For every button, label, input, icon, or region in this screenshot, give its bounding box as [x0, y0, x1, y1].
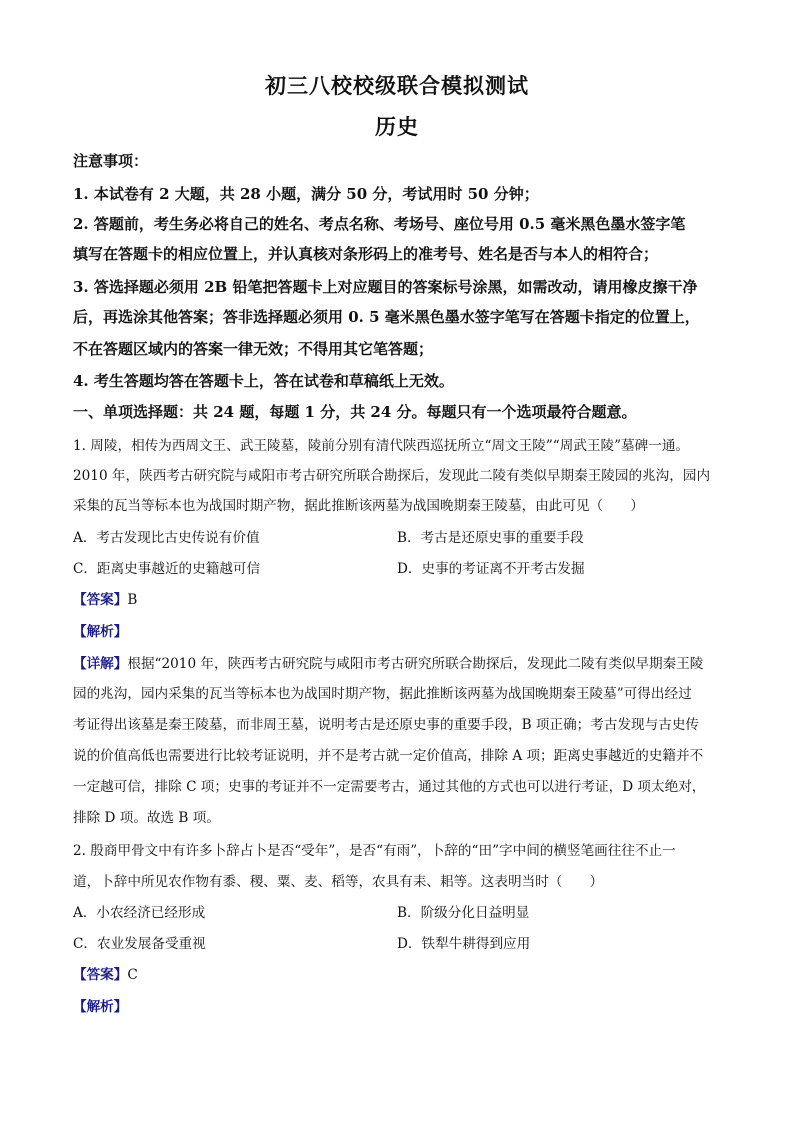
analysis-tag	[73, 620, 127, 640]
analysis-label: 【解析】	[73, 624, 128, 640]
notice-item: 4. 考生答题均答在答题卡上，答在试卷和草稿纸上无效。	[73, 372, 454, 390]
question-text: 道，卜辞中所见农作物有黍、稷、粟、麦、稻等，农具有耒、耜等。这表明当时（ ）	[73, 874, 604, 890]
section-title: 一、单项选择题：共 24 题，每题 1 分，共 24 分。每题只有一个选项最符合题意。	[73, 403, 637, 421]
option-a: A．考古发现比古史传说有价值	[73, 530, 260, 546]
notice-title: 注意事项：	[73, 152, 149, 170]
detail-line	[73, 652, 703, 672]
answer-tag: 【答案】	[73, 967, 128, 983]
notice-item: 后，再选涂其他答案；答非选择题必须用 0. 5 毫米黑色墨水签字笔写在答题卡指定的位置上，	[73, 308, 700, 326]
option-c: C．农业发展备受重视	[73, 936, 206, 952]
exam-title: 初三八校校级联合模拟测试	[265, 73, 529, 98]
detail-text: 园的兆沟，园内采集的瓦当等标本也为战国时期产物，据此推断该两墓为战国晚期秦王陵墓”可得出经过	[73, 686, 692, 702]
option-b: B．考古是还原史事的重要手段	[397, 530, 584, 546]
detail-tag: 【详解】	[73, 656, 128, 672]
detail-text: 考证得出该墓是秦王陵墓，而非周王墓，说明考古是还原史事的重要手段，B 项正确；考古发现与古史传	[73, 717, 700, 733]
answer-line	[73, 963, 138, 983]
notice-item: 1. 本试卷有 2 大题，共 28 小题，满分 50 分，考试用时 50 分钟；	[73, 185, 539, 203]
notice-item: 3. 答选择题必须用 2B 铅笔把答题卡上对应题目的答案标号涂黑，如需改动，请用橡皮擦干净	[73, 278, 698, 296]
answer-tag: 【答案】	[73, 592, 128, 608]
option-a: A．小农经济已经形成	[73, 905, 206, 921]
option-d: D．铁犁牛耕得到应用	[397, 936, 531, 952]
option-c: C．距离史事越近的史籍越可信	[73, 561, 261, 577]
detail-text: 排除 D 项。故选 B 项。	[73, 810, 220, 826]
detail-text: 说的价值高低也需要进行比较考证说明，并不是考古就一定价值高，排除 A 项；距离史事越近的史籍并不	[73, 748, 704, 764]
detail-text: 一定越可信，排除 C 项；史事的考证并不一定需要考古，通过其他的方式也可以进行考证，D 项太绝对，	[73, 779, 706, 795]
notice-item: 2. 答题前，考生务必将自己的姓名、考点名称、考场号、座位号用 0.5 毫米黑色墨水签字笔	[73, 215, 686, 233]
notice-item: 不在答题区域内的答案一律无效；不得用其它笔答题；	[73, 340, 434, 358]
answer-value: C	[127, 967, 138, 983]
notice-item: 填写在答题卡的相应位置上，并认真核对条形码上的准考号、姓名是否与本人的相符合；	[73, 245, 659, 263]
analysis-tag	[73, 995, 127, 1015]
analysis-label: 【解析】	[73, 999, 128, 1015]
detail-text: 根据“2010 年，陕西考古研究院与咸阳市考古研究所联合勘探后，发现此二陵有类似早期秦王陵	[127, 656, 704, 672]
option-b: B．阶级分化日益明显	[397, 905, 530, 921]
answer-value: B	[127, 592, 138, 608]
option-d: D．史事的考证离不开考古发掘	[397, 561, 585, 577]
exam-subject: 历史	[375, 114, 419, 139]
answer-line	[73, 588, 137, 608]
question-text: 1. 周陵，相传为西周文王、武王陵墓，陵前分别有清代陕西巡抚所立“周文王陵”“周武王陵”墓碑一通。	[73, 438, 690, 454]
question-text: 采集的瓦当等标本也为战国时期产物，据此推断该两墓为战国晚期秦王陵墓，由此可见（ ）	[73, 498, 644, 514]
question-text: 2. 殷商甲骨文中有许多卜辞占卜是否“受年”，是否“有雨”，卜辞的“田”字中间的横竖笔画往往不止一	[73, 843, 676, 859]
question-text: 2010 年，陕西考古研究院与咸阳市考古研究所联合勘探后，发现此二陵有类似早期秦王陵园的兆沟，园内	[73, 468, 711, 484]
